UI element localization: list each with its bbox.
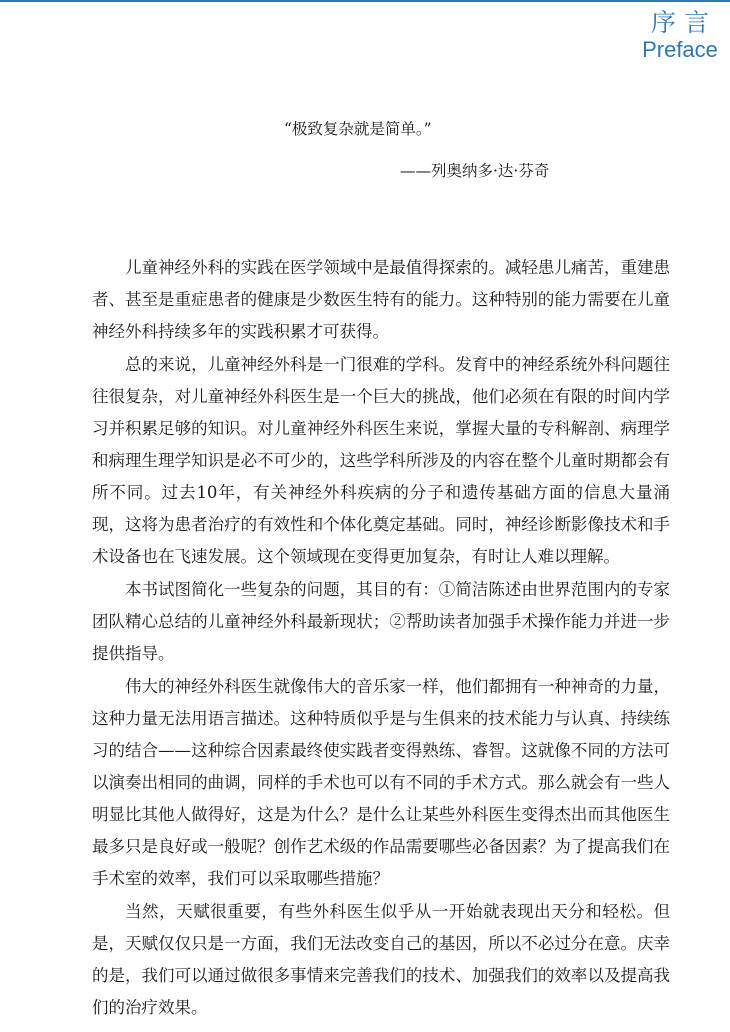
paragraph: 本书试图简化一些复杂的问题，其目的有：①简洁陈述由世界范围内的专家团队精心总结的儿童神经外科最新现状；②帮助读者加强手术操作能力并进一步提供指导。 [92,580,670,663]
paragraph: 儿童神经外科的实践在医学领域中是最值得探索的。减轻患儿痛苦，重建患者、甚至是重症患者的健康是少数医生特有的能力。这种特别的能力需要在儿童神经外科持续多年的实践积累才可获得。 [92,258,670,341]
body-text [92,252,670,1025]
top-rule [0,0,730,2]
epigraph-quote: “极致复杂就是简单。” [284,120,432,138]
paragraph: 总的来说，儿童神经外科是一门很难的学科。发育中的神经系统外科问题往往很复杂，对儿童神经外科医生是一个巨大的挑战，他们必须在有限的时间内学习并积累足够的知识。对儿童神经外科医生来说，掌握大量的专科解剖、病理学和病理生理学知识是必不可少的，这些学科所涉及的内容在整个儿童时期都会有所不同。过去10年，有关神经外科疾病的分子和遗传基础方面的信息大量涌现，这将为患者治疗的有效性和个体化奠定基础。同时，神经诊断影像技术和手术设备也在飞速发展。这个领域现在变得更加复杂，有时让人难以理解。 [92,355,670,566]
paragraph: 当然，天赋很重要，有些外科医生似乎从一开始就表现出天分和轻松。但是，天赋仅仅只是一方面，我们无法改变自己的基因，所以不必过分在意。庆幸的是，我们可以通过做很多事情来完善我们的技术、加强我们的效率以及提高我们的治疗效果。 [92,902,670,1017]
paragraph: 伟大的神经外科医生就像伟大的音乐家一样，他们都拥有一种神奇的力量，这种力量无法用语言描述。这种特质似乎是与生俱来的技术能力与认真、持续练习的结合——这种综合因素最终使实践者变得熟练、睿智。这就像不同的方法可以演奏出相同的曲调，同样的手术也可以有不同的手术方式。那么就会有一些人明显比其他人做得好，这是为什么？是什么让某些外科医生变得杰出而其他医生最多只是良好或一般呢？创作艺术级的作品需要哪些必备因素？为了提高我们在手术室的效率，我们可以采取哪些措施？ [92,677,670,888]
section-subtitle: Preface [642,37,718,62]
section-header [638,8,722,62]
section-title: 序言 [650,8,717,37]
epigraph-attribution: ——列奥纳多·达·芬奇 [400,162,550,180]
